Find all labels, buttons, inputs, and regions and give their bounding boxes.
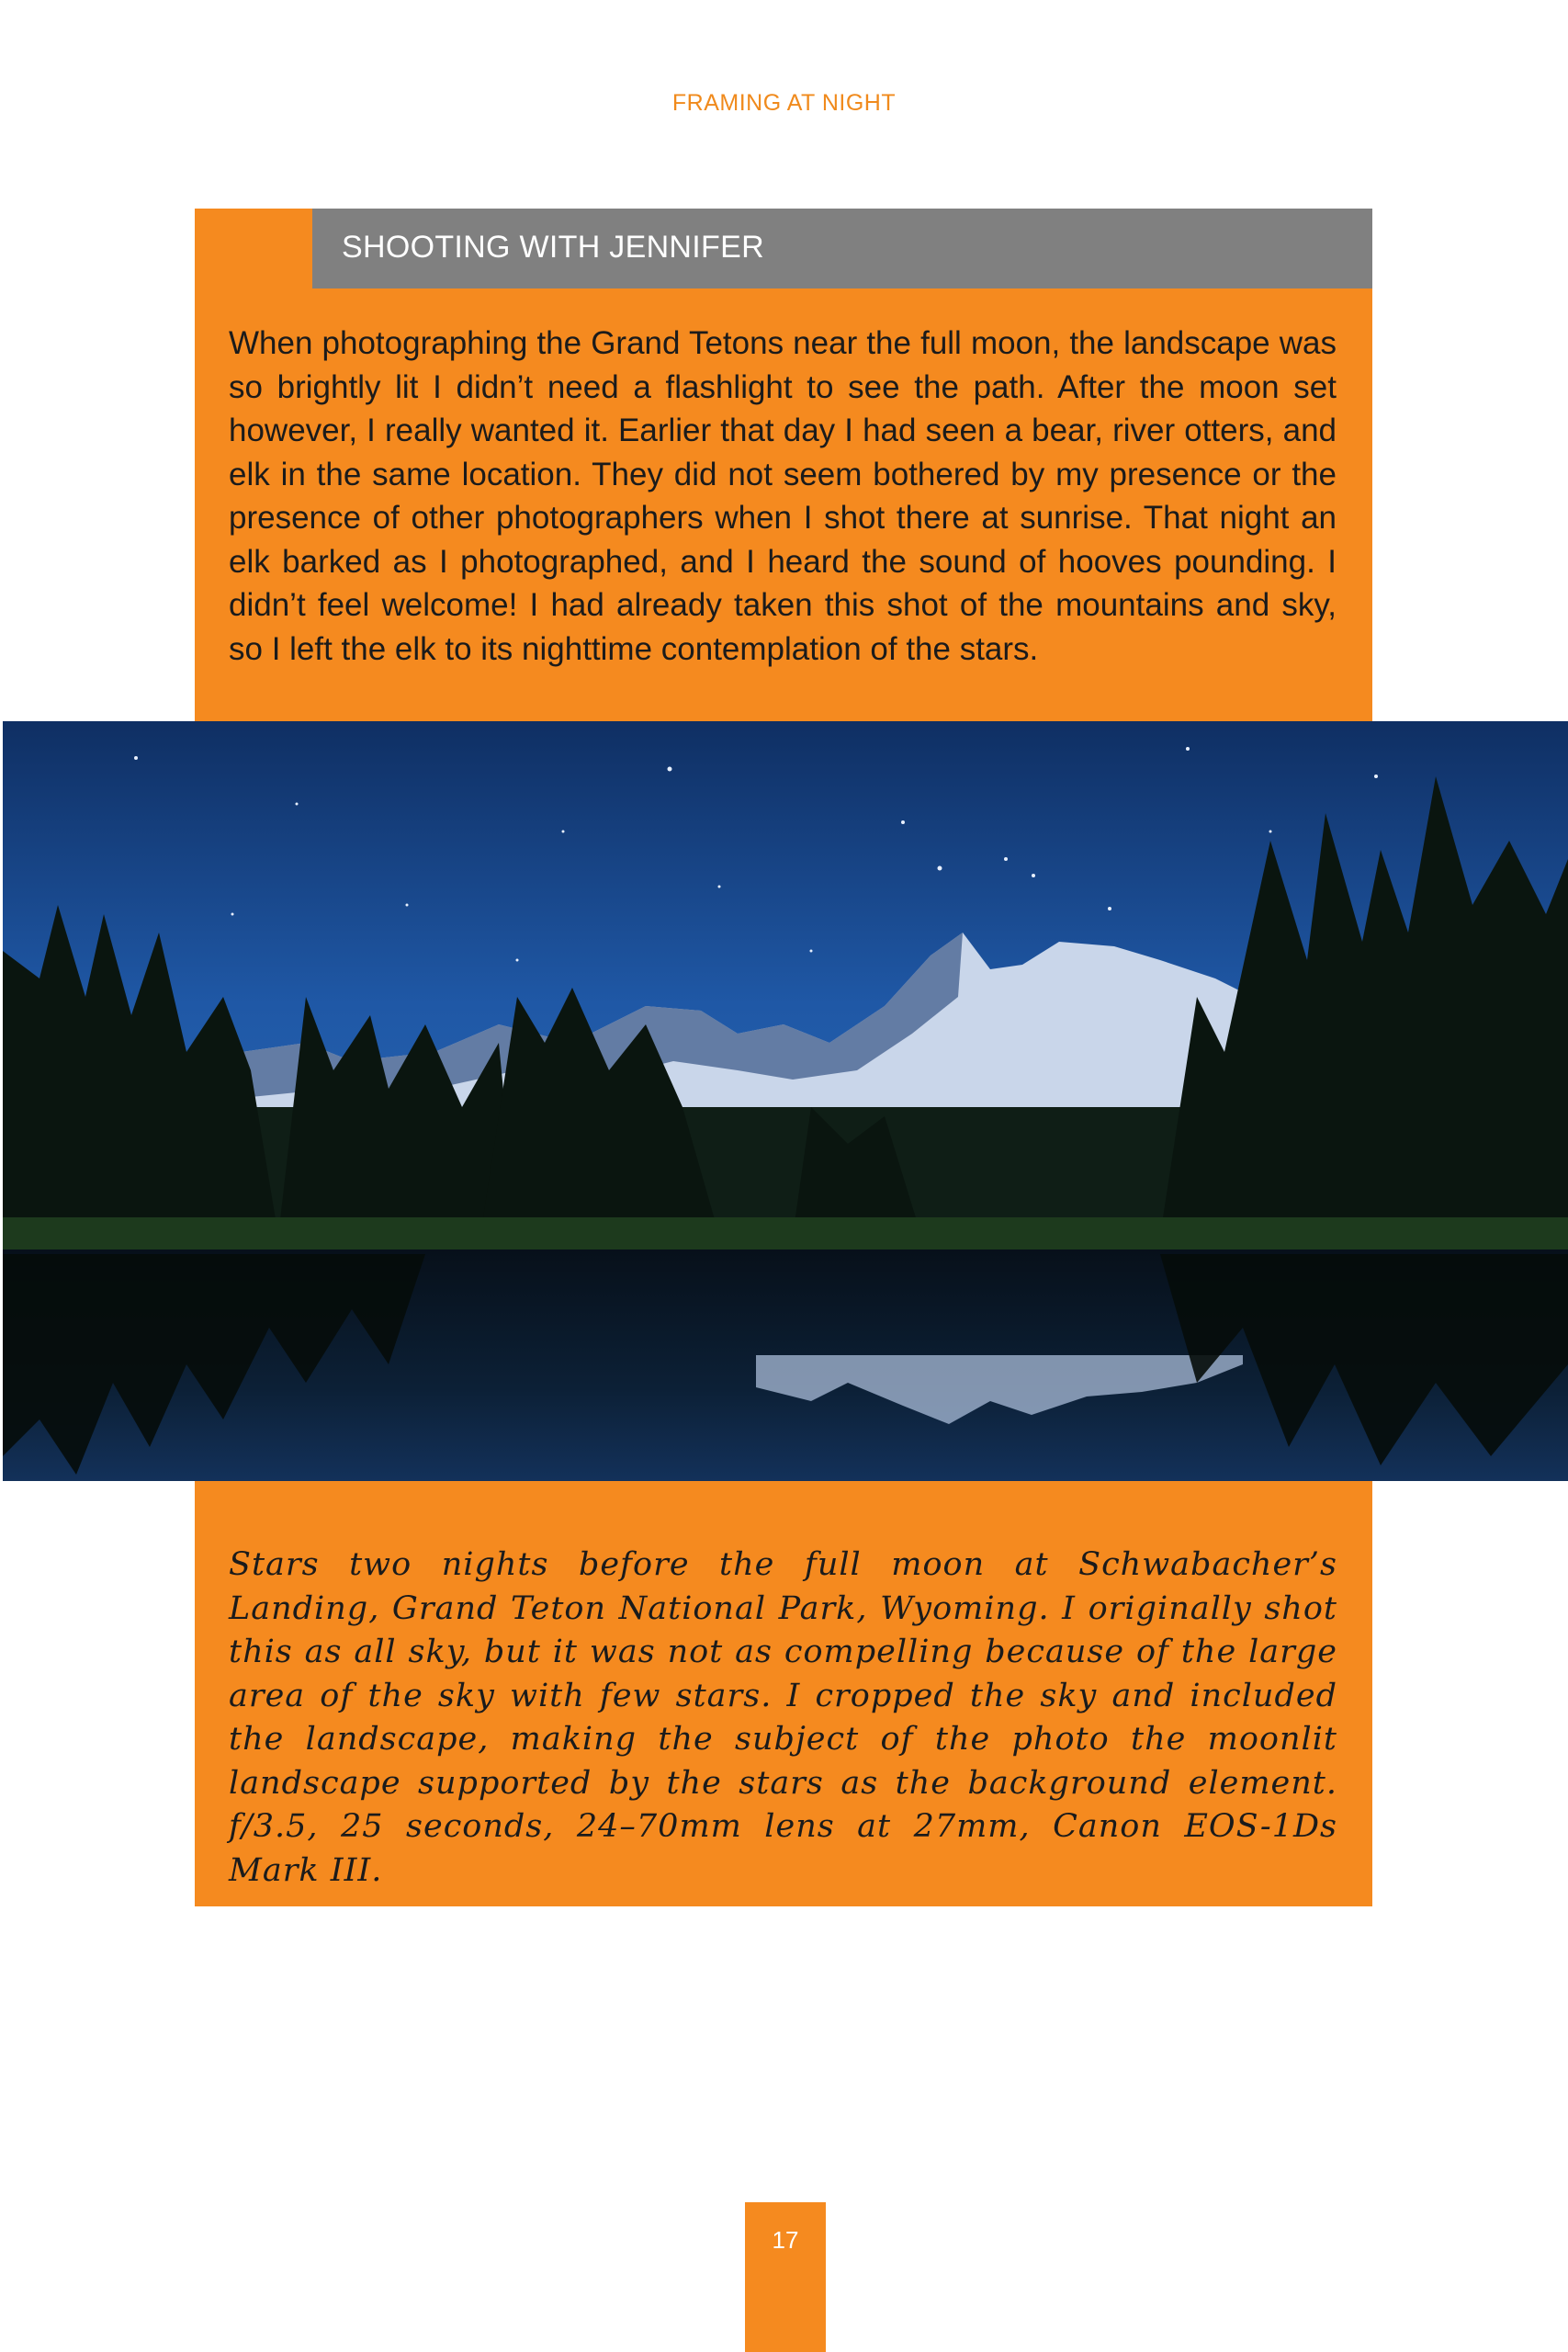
photo-illustration — [3, 721, 1568, 1481]
page-number: 17 — [772, 2226, 799, 2254]
sidebar-body: When photographing the Grand Tetons near the full moon, the landscape was so brightly lit I didn’t need a flashlight to see the path. After the moon set however, I really wanted it. Earlier that day I had seen a bear, river otters, and elk in the same location. They did not seem bothered by my presence or the presence of other photographers when I shot there at sunrise. That night an elk barked as I photographed, and I heard the sound of hooves pounding. I didn’t feel welcome! I had already taken this shot of the mountains and sky, so I left the elk to its nighttime contemplation of the stars. — [229, 325, 1337, 667]
sidebar-title: SHOOTING WITH JENNIFER — [342, 230, 764, 265]
running-head: FRAMING AT NIGHT — [671, 90, 897, 116]
photo-caption: Stars two nights before the full moon at Schwabacher’s Landing, Grand Teton National Park, Wyoming. I originally shot this as all sky, but it was not as compelling because of the large area of the sky with few stars. I cropped the sky and included the landscape, making the subject of the photo the moonlit landscape supported by the stars as the background element. f/3.5, 25 seconds, 24–70mm lens at 27mm, Canon EOS-1Ds Mark III. — [229, 1546, 1337, 1889]
night-landscape-photo — [3, 721, 1568, 1481]
page-number-tab — [745, 2202, 826, 2352]
